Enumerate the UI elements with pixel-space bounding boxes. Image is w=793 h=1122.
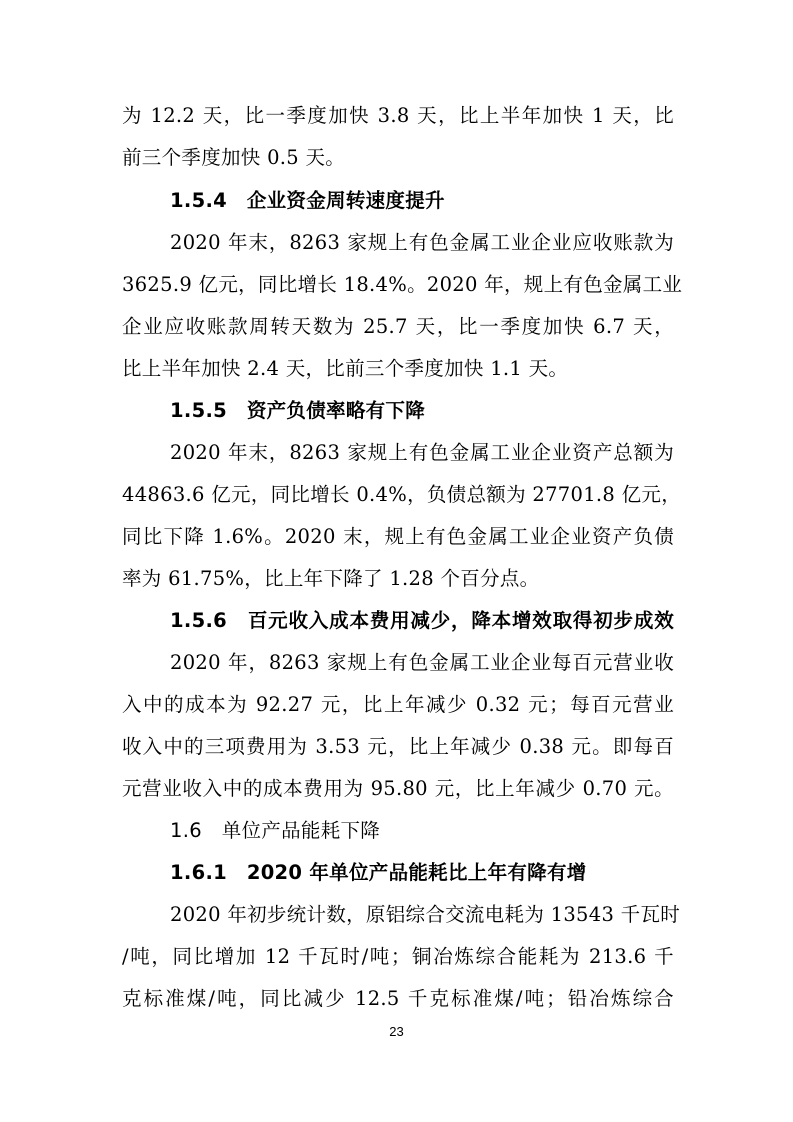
body-text-line: 比上半年加快 2.4 天，比前三个季度加快 1.1 天。 bbox=[122, 357, 569, 380]
body-text-line: 收入中的三项费用为 3.53 元，比上年减少 0.38 元。即每百 bbox=[122, 735, 674, 758]
body-text-line: 2020 年末，8263 家规上有色金属工业企业应收账款为 bbox=[170, 231, 674, 254]
body-text-line: 同比下降 1.6%。2020 末，规上有色金属工业企业资产负债 bbox=[122, 525, 674, 548]
body-text-line: 企业应收账款周转天数为 25.7 天，比一季度加快 6.7 天， bbox=[122, 315, 674, 338]
body-text-line: 前三个季度加快 0.5 天。 bbox=[122, 146, 346, 169]
body-text-line: 率为 61.75%，比上年下降了 1.28 个百分点。 bbox=[122, 567, 540, 590]
body-text-line: 2020 年末，8263 家规上有色金属工业企业资产总额为 bbox=[170, 441, 674, 464]
body-text-line: 克标准煤/吨，同比减少 12.5 千克标准煤/吨；铅冶炼综合 bbox=[122, 987, 674, 1010]
body-text-line: /吨，同比增加 12 千瓦时/吨；铜冶炼综合能耗为 213.6 千 bbox=[122, 945, 674, 968]
section-heading-1-5-5: 1.5.5 资产负债率略有下降 bbox=[170, 399, 426, 422]
body-text-line: 为 12.2 天，比一季度加快 3.8 天，比上半年加快 1 天，比 bbox=[122, 104, 674, 127]
section-heading-1-6-1: 1.6.1 2020 年单位产品能耗比上年有降有增 bbox=[170, 861, 587, 884]
body-text-line: 2020 年，8263 家规上有色金属工业企业每百元营业收 bbox=[170, 651, 674, 674]
body-text-line: 44863.6 亿元，同比增长 0.4%，负债总额为 27701.8 亿元， bbox=[122, 483, 682, 506]
body-text-line: 元营业收入中的成本费用为 95.80 元，比上年减少 0.70 元。 bbox=[122, 777, 674, 800]
body-text-line: 2020 年初步统计数，原铝综合交流电耗为 13543 千瓦时 bbox=[170, 903, 681, 926]
section-heading-1-5-4: 1.5.4 企业资金周转速度提升 bbox=[170, 189, 445, 212]
section-heading-1-5-6: 1.5.6 百元收入成本费用减少，降本增效取得初步成效 bbox=[170, 609, 674, 632]
body-text-line: 3625.9 亿元，同比增长 18.4%。2020 年，规上有色金属工业 bbox=[122, 273, 683, 296]
page-number: 23 bbox=[389, 1024, 404, 1039]
section-heading-1-6: 1.6 单位产品能耗下降 bbox=[170, 819, 381, 842]
body-text-line: 入中的成本为 92.27 元，比上年减少 0.32 元；每百元营业 bbox=[122, 693, 674, 716]
